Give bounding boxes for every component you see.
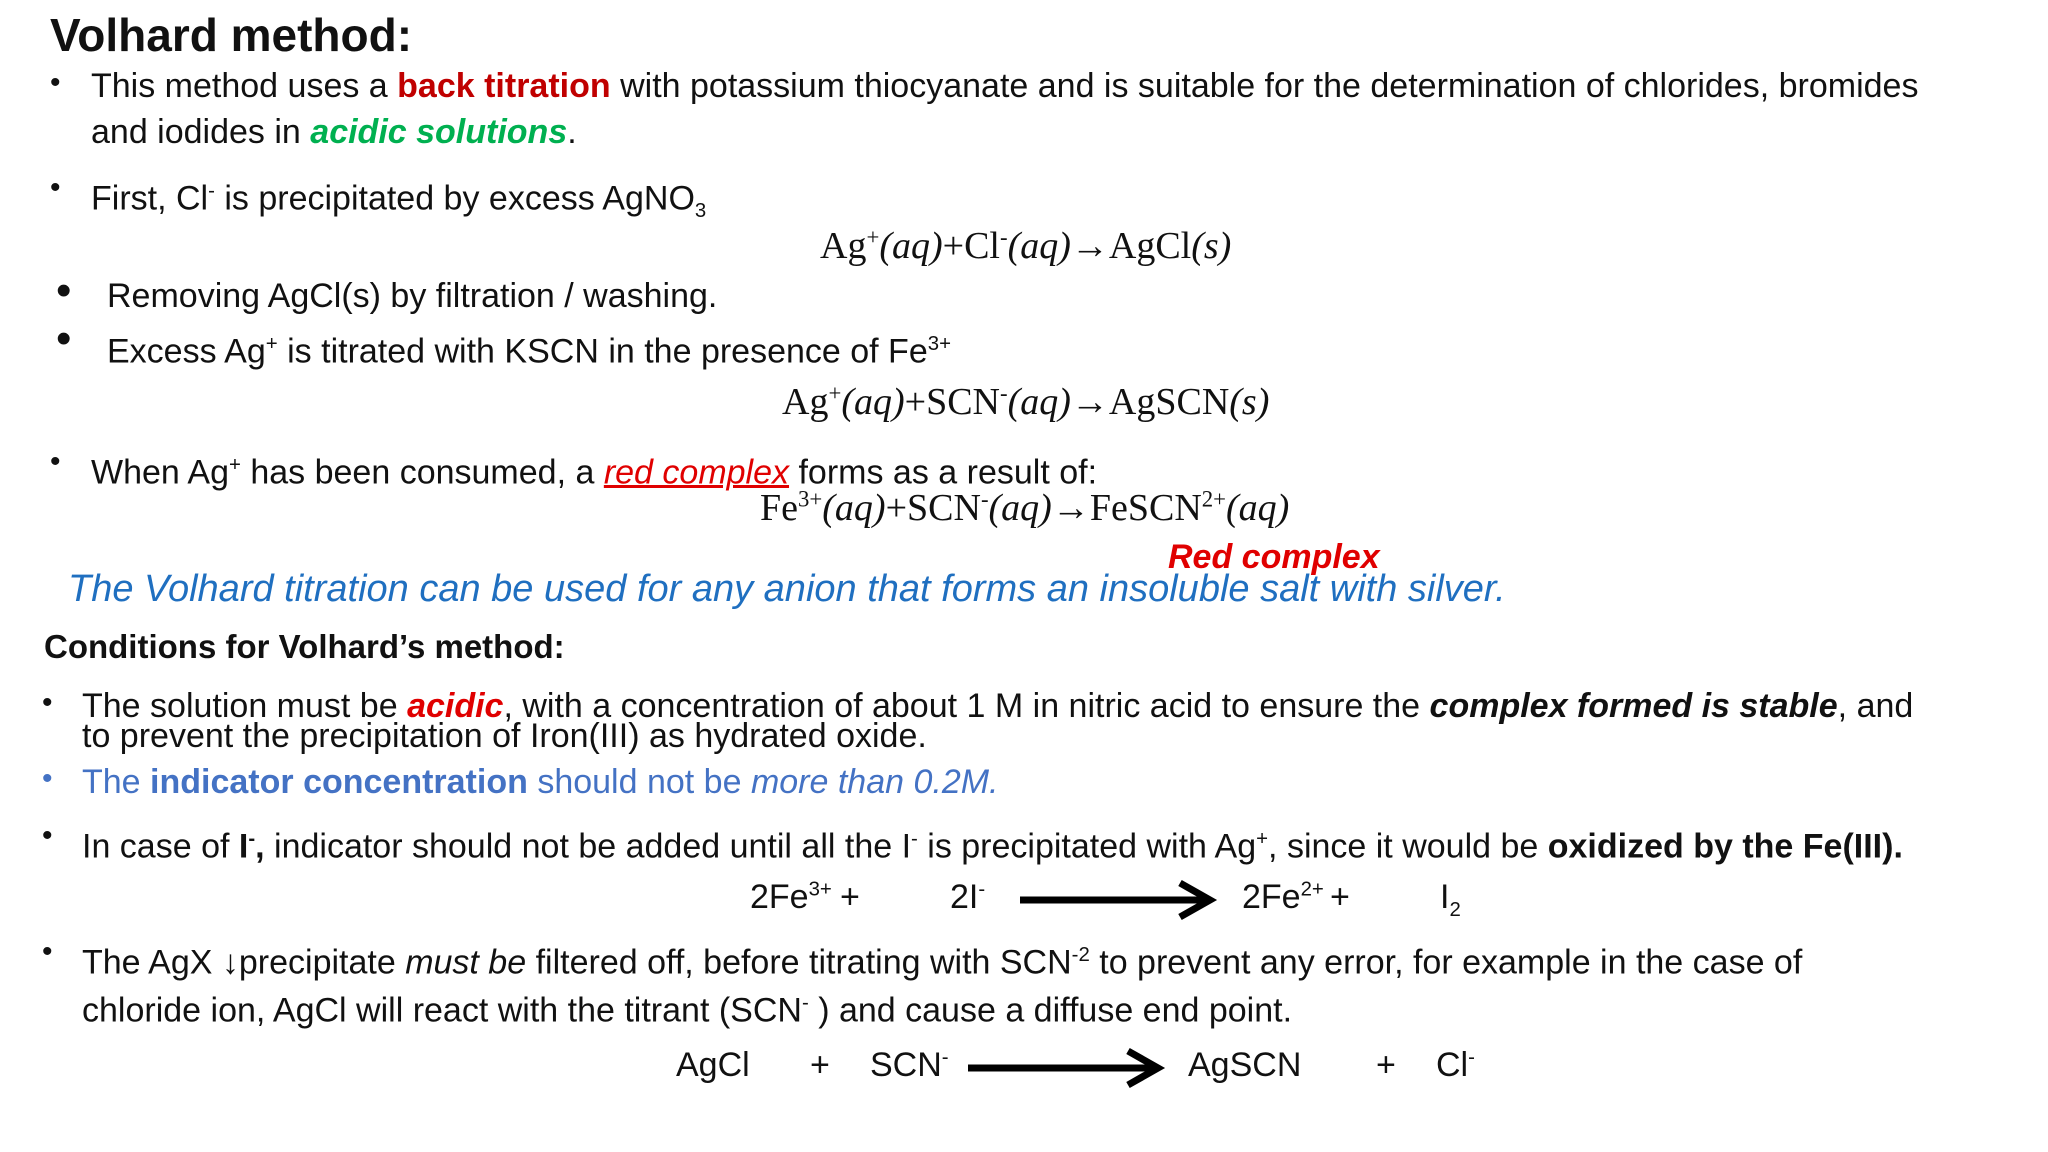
superscript: - (978, 878, 986, 901)
oxidized-term: oxidized by the Fe(III). (1547, 827, 1903, 866)
subscript: 3 (694, 200, 707, 223)
bullet-marker: • (42, 819, 53, 852)
condition-iodide (82, 816, 1903, 869)
condition-acidic-line2: to prevent the precipitation of Iron(III) as hydrated oxide. (82, 717, 927, 755)
eq-plus: + (904, 381, 927, 423)
conditions-heading: Conditions for Volhard’s method: (44, 628, 565, 665)
red-complex-label: Red complex (1168, 538, 1380, 576)
eq-state: (aq) (1226, 487, 1290, 529)
superscript: - (999, 224, 1008, 250)
text: and iodides in (91, 113, 311, 151)
superscript: - (980, 486, 989, 512)
text: The solution must be (82, 687, 408, 725)
text: The AgX ↓precipitate (82, 943, 406, 982)
red-complex-term: red complex (603, 453, 790, 492)
plus-sign: + (1376, 1046, 1396, 1084)
reactant-agcl: AgCl (676, 1046, 750, 1084)
superscript: + (1256, 828, 1269, 850)
text: filtered off, before titrating with SCN (526, 943, 1072, 982)
reactant-iodide: 2I (950, 878, 979, 916)
equation-agscn (782, 380, 1269, 424)
must-be-term: must be (405, 943, 527, 982)
bullet-marker: • (50, 66, 61, 99)
indicator-concentration-term: indicator concentration (150, 763, 528, 801)
acidic-term: acidic (407, 687, 504, 725)
equation-agcl (820, 224, 1231, 268)
bullet-marker: • (50, 445, 61, 478)
condition-filter-line2 (82, 980, 1292, 1033)
superscript: -2 (1071, 944, 1090, 966)
bullet-marker: • (42, 762, 53, 795)
bullet-first-precipitation (91, 168, 706, 234)
eq-plus: + (885, 487, 908, 529)
superscript: - (801, 992, 809, 1014)
page-title: Volhard method: (50, 9, 413, 61)
product-agscn: AgSCN (1188, 1046, 1302, 1084)
eq-arrow: → (1070, 381, 1109, 423)
text: to prevent any error, for example in the case of (1089, 943, 1803, 982)
superscript: 3+ (808, 878, 832, 901)
superscript: + (228, 454, 241, 476)
equation-fescn (760, 486, 1289, 530)
eq-arrow: → (1070, 225, 1109, 267)
reaction-arrow-icon (1020, 880, 1220, 920)
bullet-removing-agcl: Removing AgCl(s) by filtration / washing. (107, 277, 718, 315)
superscript: 2+ (1201, 486, 1227, 512)
acidic-solutions-term: acidic solutions (310, 113, 568, 151)
bullet-marker: • (50, 171, 61, 204)
text: When Ag (91, 453, 229, 492)
superscript: - (941, 1046, 949, 1069)
eq-term: SCN (907, 487, 981, 529)
superscript: 3+ (798, 486, 823, 512)
superscript: - (248, 828, 256, 850)
eq-term: Ag (820, 225, 867, 267)
text: In case of (82, 827, 239, 866)
bullet-marker: • (42, 686, 53, 719)
eq-state: (aq) (841, 381, 905, 423)
eq-term: FeSCN (1089, 487, 1202, 529)
text: . (567, 113, 577, 151)
text: should not be (527, 763, 751, 801)
subscript: 2 (1449, 898, 1461, 921)
eq-state: (aq) (822, 487, 886, 529)
iodide-symbol: I (238, 827, 249, 866)
eq-term: Fe (760, 487, 798, 529)
bullet-marker: • (42, 935, 53, 968)
bullet-marker: • (56, 314, 72, 363)
bullet-back-titration (91, 63, 1918, 109)
eq-term: AgSCN (1108, 381, 1230, 423)
plus-sign: + (1330, 878, 1350, 916)
text: , and (1837, 687, 1914, 725)
product-fe2: 2Fe (1242, 878, 1301, 916)
product-chloride: Cl (1436, 1046, 1469, 1084)
text: indicator should not be added until all the I (264, 827, 912, 866)
superscript: - (208, 180, 215, 202)
eq-state: (aq) (1007, 225, 1071, 267)
text: chloride ion, AgCl will react with the titrant (SCN (82, 991, 802, 1030)
superscript: 2+ (1300, 878, 1324, 901)
text: is precipitated with Ag (917, 827, 1257, 866)
text: This method uses a (91, 67, 398, 105)
eq-state: (s) (1229, 381, 1270, 423)
text: is titrated with KSCN in the presence of Fe (277, 332, 928, 371)
eq-term: AgCl (1108, 225, 1192, 267)
eq-arrow: → (1051, 487, 1090, 529)
volhard-statement: The Volhard titration can be used for any anion that forms an insoluble salt with silver. (68, 568, 1506, 610)
eq-term: Ag (782, 381, 829, 423)
text: forms as a result of: (789, 453, 1098, 492)
condition-filter (82, 932, 1802, 985)
text: , with a concentration of about 1 M in nitric acid to ensure the (503, 687, 1430, 725)
back-titration-term: back titration (397, 67, 611, 105)
reactant-fe3: 2Fe (750, 878, 809, 916)
superscript: - (999, 380, 1008, 406)
eq-state: (aq) (879, 225, 943, 267)
superscript: 3+ (927, 333, 951, 355)
text: First, Cl (91, 179, 209, 218)
text: , (255, 827, 265, 866)
eq-state: (aq) (1007, 381, 1071, 423)
text: Excess Ag (107, 332, 266, 371)
complex-stable-term: complex formed is stable (1429, 687, 1838, 725)
superscript: - (911, 828, 918, 850)
plus-sign: + (810, 1046, 830, 1084)
text: is precipitated by excess AgNO (214, 179, 695, 218)
bullet-back-titration-line2 (91, 109, 577, 155)
plus-sign: + (840, 878, 860, 916)
bullet-excess-ag (107, 321, 951, 374)
bullet-marker: • (56, 266, 72, 315)
more-than-term: more than 0.2M. (750, 763, 999, 801)
eq-state: (s) (1191, 225, 1232, 267)
eq-plus: + (942, 225, 965, 267)
text: has been consumed, a (240, 453, 604, 492)
superscript: + (828, 380, 842, 406)
superscript: - (1468, 1046, 1475, 1069)
reaction-arrow-icon (968, 1048, 1168, 1088)
eq-state: (aq) (988, 487, 1052, 529)
product-iodine: I (1440, 878, 1450, 916)
superscript: + (265, 333, 278, 355)
eq-term: SCN (926, 381, 1000, 423)
text: with potassium thiocyanate and is suitable for the determination of chlorides, bromides (610, 67, 1919, 105)
text: ) and cause a diffuse end point. (808, 991, 1293, 1030)
reactant-scn: SCN (870, 1046, 942, 1084)
text: The (82, 763, 151, 801)
condition-indicator (82, 759, 999, 805)
superscript: + (866, 224, 880, 250)
text: , since it would be (1268, 827, 1548, 866)
eq-term: Cl (964, 225, 1000, 267)
